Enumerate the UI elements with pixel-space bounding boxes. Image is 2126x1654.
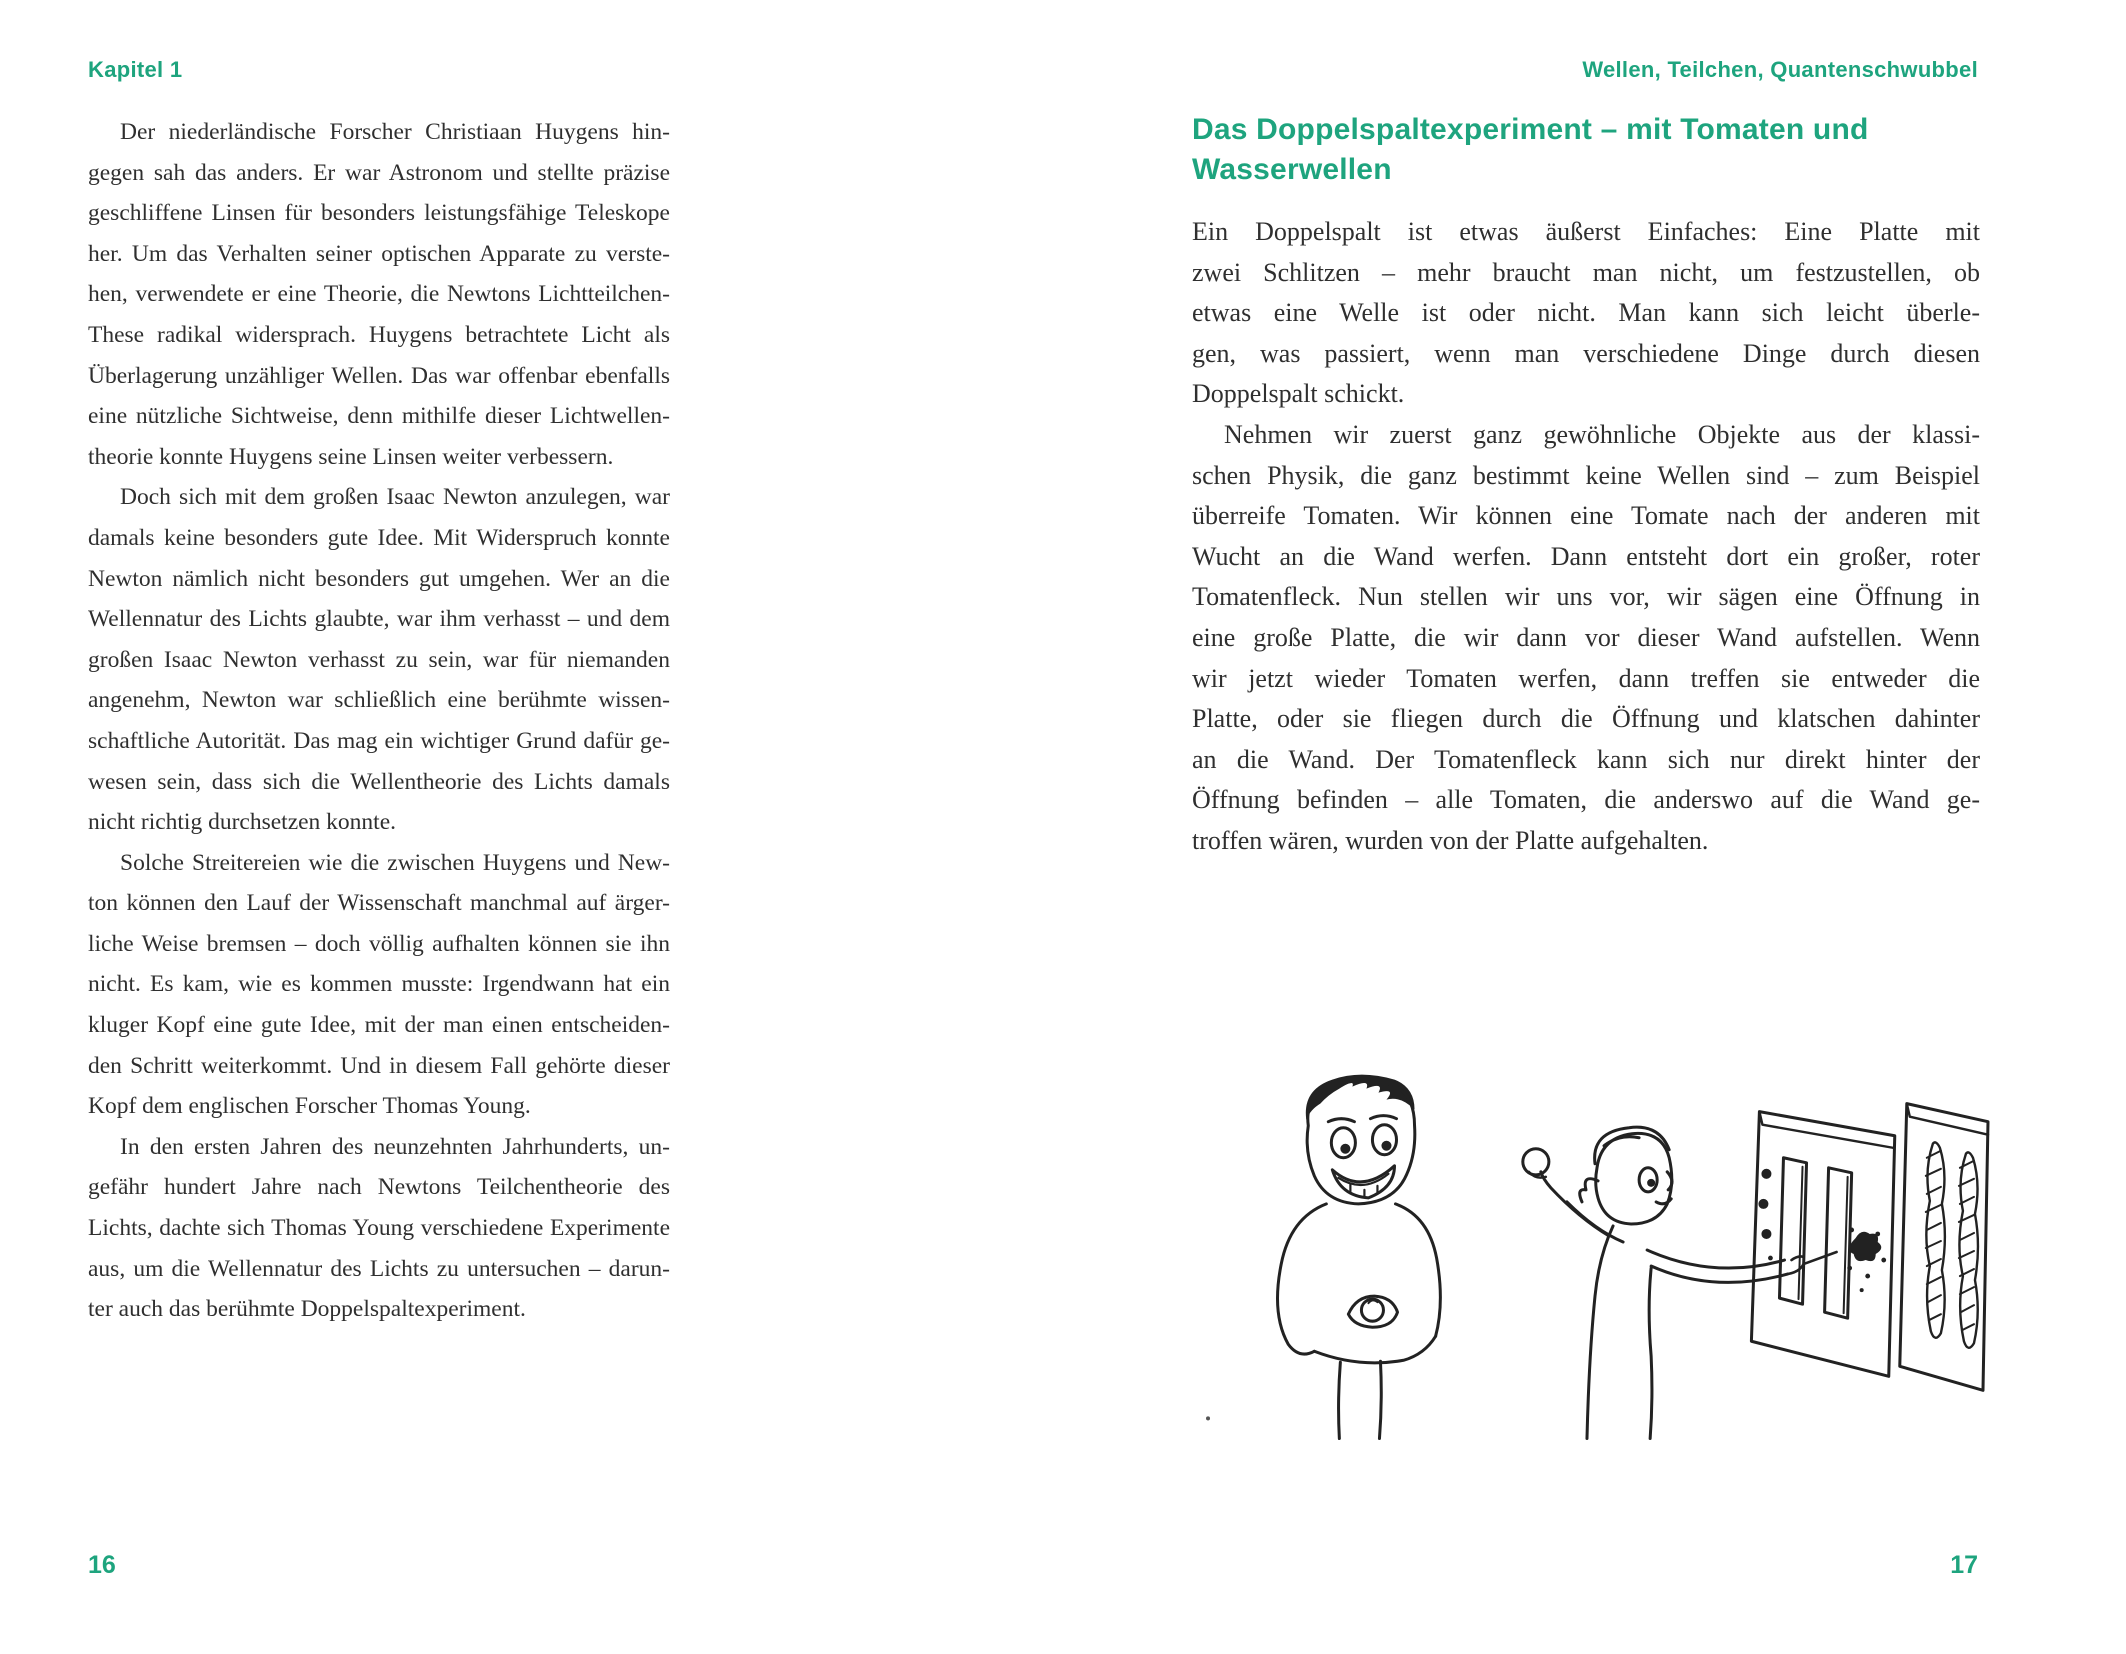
woman-head xyxy=(1596,1133,1672,1224)
text-line: großen Isaac Newton verhasst zu sein, war für niemanden xyxy=(88,646,670,673)
text-line: etwas eine Welle ist oder nicht. Man kann sich leicht überle- xyxy=(1192,298,1980,328)
text-line: den Schritt weiterkommt. Und in diesem Fall gehörte dieser xyxy=(88,1052,670,1079)
text-line: Solche Streitereien wie die zwischen Huygens und New- xyxy=(120,849,670,876)
text-line: überreife Tomaten. Wir können eine Tomate nach der anderen mit xyxy=(1192,501,1980,531)
text-line: damals keine besonders gute Idee. Mit Widerspruch konnte xyxy=(88,524,670,551)
text-line: nicht richtig durchsetzen konnte. xyxy=(88,809,397,836)
double-slit-tomato-illustration xyxy=(1198,1044,1990,1448)
right-body-text xyxy=(1192,212,1980,862)
figure-woman xyxy=(1523,1127,1837,1438)
text-line: ter auch das berühmte Doppelspaltexperiment. xyxy=(88,1296,526,1323)
figure-man xyxy=(1277,1075,1440,1439)
section-heading xyxy=(1192,110,1980,190)
text-line: gegen sah das anders. Er war Astronom und stellte präzise xyxy=(88,159,670,186)
splats-left-edge xyxy=(1758,1169,1772,1261)
text-line: hen, verwendete er eine Theorie, die Newtons Lichtteilchen- xyxy=(88,281,670,308)
text-line: In den ersten Jahren des neunzehnten Jahrhunderts, un- xyxy=(120,1133,670,1160)
text-line: Kopf dem englischen Forscher Thomas Young. xyxy=(88,1093,531,1120)
page-number-left: 16 xyxy=(88,1551,116,1579)
tomato-in-hands xyxy=(1361,1299,1383,1321)
running-head-chapter: Kapitel 1 xyxy=(88,57,183,82)
text-line: Tomatenfleck. Nun stellen wir uns vor, wir sägen eine Öffnung in xyxy=(1192,582,1980,612)
text-line: zwei Schlitzen – mehr braucht man nicht, um festzustellen, ob xyxy=(1192,257,1980,287)
back-wall xyxy=(1900,1104,1988,1391)
text-line: Doch sich mit dem großen Isaac Newton anzulegen, war xyxy=(120,484,670,511)
text-line: Nehmen wir zuerst ganz gewöhnliche Objekte aus der klassi- xyxy=(1224,419,1980,449)
text-line: Wellennatur des Lichts glaubte, war ihm verhasst – und dem xyxy=(88,606,670,633)
illustration-canvas xyxy=(1198,1044,1990,1448)
text-line: schaftliche Autorität. Das mag ein wichtiger Grund dafür ge- xyxy=(88,727,670,754)
text-line: wesen sein, dass sich die Wellentheorie des Lichts damals xyxy=(88,768,670,795)
text-line: liche Weise bremsen – doch völlig aufhalten können sie ihn xyxy=(88,930,670,957)
woman-torso xyxy=(1587,1226,1652,1439)
text-line: Platte, oder sie fliegen durch die Öffnung und klatschen dahinter xyxy=(1192,704,1980,734)
text-line: wir jetzt wieder Tomaten werfen, dann treffen sie entweder die xyxy=(1192,663,1980,693)
text-line: Der niederländische Forscher Christiaan Huygens hin- xyxy=(120,119,670,145)
text-line: gen, was passiert, wenn man verschiedene Dinge durch diesen xyxy=(1192,338,1980,368)
text-line: kluger Kopf eine gute Idee, mit der man einen entscheiden- xyxy=(88,1012,670,1039)
heading-line: Wasserwellen xyxy=(1192,153,1392,186)
text-line: Doppelspalt schickt. xyxy=(1192,379,1405,409)
text-line: eine große Platte, die wir dann vor dieser Wand aufstellen. Wenn xyxy=(1192,622,1980,652)
woman-nose-mouth xyxy=(1656,1172,1672,1204)
slit-plate xyxy=(1751,1112,1894,1377)
woman-pointing-hand xyxy=(1787,1252,1836,1274)
text-line: schen Physik, die ganz bestimmt keine Wellen sind – zum Beispiel xyxy=(1192,460,1980,490)
man-eyebrows xyxy=(1328,1116,1396,1122)
heading-line: Das Doppelspaltexperiment – mit Tomaten und xyxy=(1192,113,1869,146)
text-line: theorie konnte Huygens seine Linsen weiter verbessern. xyxy=(88,443,614,470)
text-line: Ein Doppelspalt ist etwas äußerst Einfaches: Eine Platte mit xyxy=(1192,217,1980,246)
text-line: geschliffene Linsen für besonders leistungsfähige Teleskope xyxy=(88,200,670,227)
text-line: her. Um das Verhalten seiner optischen Apparate zu verste- xyxy=(88,240,670,267)
text-line: gefähr hundert Jahre nach Newtons Teilchentheorie des xyxy=(88,1174,670,1201)
page-number-right: 17 xyxy=(1950,1551,1978,1579)
text-line: an die Wand. Der Tomatenfleck kann sich nur direkt hinter der xyxy=(1192,744,1980,774)
stray-ink-dot xyxy=(1206,1416,1210,1420)
man-legs xyxy=(1339,1361,1382,1438)
text-line: ton können den Lauf der Wissenschaft manchmal auf ärger- xyxy=(88,890,670,917)
woman-pointing-arm xyxy=(1647,1250,1787,1282)
text-line: aus, um die Wellennatur des Lichts zu untersuchen – darun- xyxy=(88,1255,670,1282)
text-line: Öffnung befinden – alle Tomaten, die anderswo auf die Wand ge- xyxy=(1192,785,1980,815)
text-line: Lichts, dachte sich Thomas Young verschiedene Experimente xyxy=(88,1215,670,1242)
text-line: Newton nämlich nicht besonders gut umgehen. Wer an die xyxy=(88,565,670,592)
text-line: Wucht an die Wand werfen. Dann entsteht dort ein großer, roter xyxy=(1192,541,1980,571)
left-body-text xyxy=(88,112,670,1330)
woman-eye xyxy=(1639,1168,1657,1192)
text-line: troffen wären, wurden von der Platte aufgehalten. xyxy=(1192,825,1709,855)
tomato-in-fist xyxy=(1523,1149,1549,1175)
text-line: These radikal widersprach. Huygens betrachtete Licht als xyxy=(88,321,670,348)
text-line: eine nützliche Sichtweise, denn mithilfe dieser Lichtwellen- xyxy=(88,403,670,430)
man-torso xyxy=(1277,1204,1326,1354)
running-head-section: Wellen, Teilchen, Quantenschwubbel xyxy=(1582,57,1978,82)
text-line: angenehm, Newton war schließlich eine berühmte wissen- xyxy=(88,687,670,714)
text-line: Überlagerung unzähliger Wellen. Das war offenbar ebenfalls xyxy=(88,362,670,389)
text-line: nicht. Es kam, wie es kommen musste: Irgendwann hat ein xyxy=(88,971,670,998)
tomato-splat xyxy=(1849,1232,1881,1261)
